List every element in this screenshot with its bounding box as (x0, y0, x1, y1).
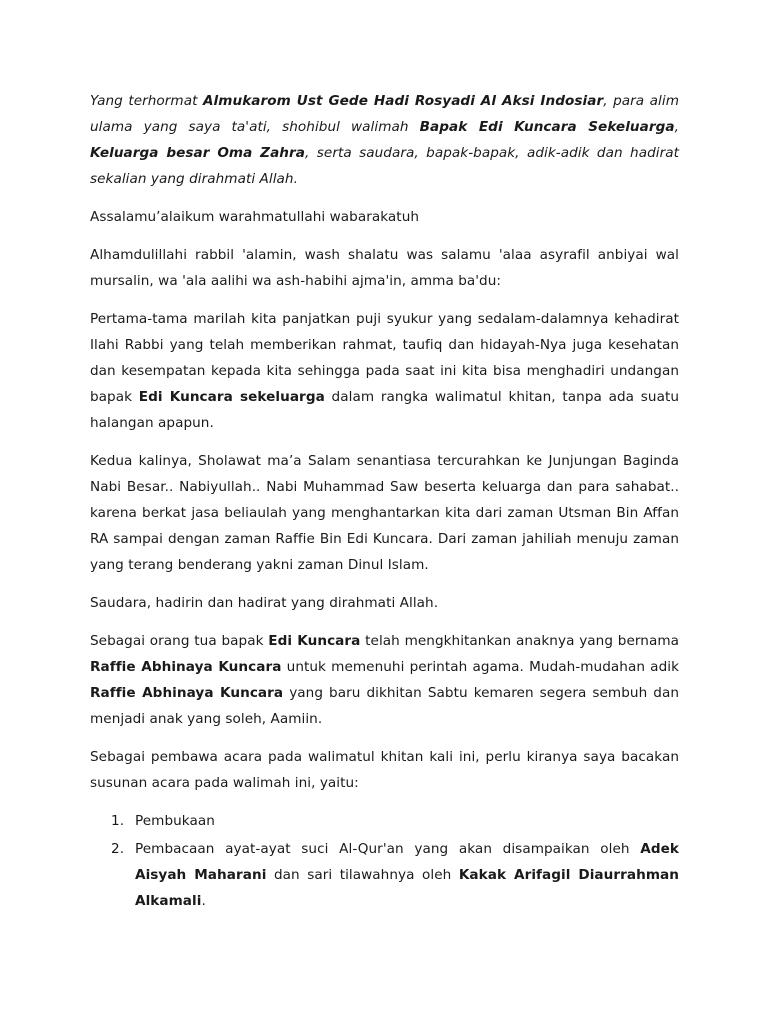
agenda-intro-paragraph: Sebagai pembawa acara pada walimatul khitan kali ini, perlu kiranya saya bacakan susunan acara pada walimah ini, yaitu: (90, 749, 679, 791)
list-number: 1. (111, 813, 125, 829)
bold-name: Edi Kuncara (268, 633, 361, 649)
sholawat-paragraph: Kedua kalinya, Sholawat ma’a Salam senantiasa tercurahkan ke Junjungan Baginda Nabi Besar.. Nabiyullah.. Nabi Muhammad Saw beserta keluarga dan para sahabat.. karena berkat jasa beliaulah yang menghantarkan kita dari zaman Utsman Bin Affan RA sampai dengan zaman Raffie Bin Edi Kuncara. Dari zaman jahiliah menuju zaman yang terang benderang yakni zaman Dinul Islam. (90, 453, 679, 573)
document-page (90, 88, 679, 916)
bold-name: Raffie Abhinaya Kuncara (90, 685, 284, 701)
bold-name: Bapak Edi Kuncara Sekeluarga (419, 119, 675, 135)
list-number: 2. (111, 841, 125, 857)
hamdalah-paragraph: Alhamdulillahi rabbil 'alamin, wash shalatu was salamu 'alaa asyrafil anbiyai wal mursalin, wa 'ala aalihi wa ash-habihi ajma'in, amma ba'du: (90, 247, 679, 289)
bold-name: Kakak Arifagil Diaurrahman Alkamali (135, 867, 679, 909)
bold-name: Keluarga besar Oma Zahra (90, 145, 306, 161)
khitan-paragraph: Sebagai orang tua bapak Edi Kuncara telah mengkhitankan anaknya yang bernama Raffie Abhinaya Kuncara untuk memenuhi perintah agama. Mudah-mudahan adik Raffie Abhinaya Kuncara yang baru dikhitan Sabtu kemaren segera sembuh dan menjadi anak yang soleh, Aamiin. (90, 633, 680, 727)
greeting-paragraph: Yang terhormat Almukarom Ust Gede Hadi Rosyadi Al Aksi Indosiar, para alim ulama yang saya ta'ati, shohibul walimah Bapak Edi Kuncara Sekeluarga, Keluarga besar Oma Zahra, serta saudara, bapak-bapak, adik-adik dan hadirat sekalian yang dirahmati Allah. (90, 93, 679, 187)
gratitude-paragraph: Pertama-tama marilah kita panjatkan puji syukur yang sedalam-dalamnya kehadirat Ilahi Rabbi yang telah memberikan rahmat, taufiq dan hidayah-Nya juga kesehatan dan kesempatan kepada kita sehingga pada saat ini kita bisa menghadiri undangan bapak Edi Kuncara sekeluarga dalam rangka walimatul khitan, tanpa ada suatu halangan apapun. (90, 311, 680, 431)
audience-paragraph: Saudara, hadirin dan hadirat yang dirahmati Allah. (90, 595, 439, 611)
bold-name: Raffie Abhinaya Kuncara (90, 659, 282, 675)
list-item: 1. Pembukaan (90, 808, 679, 834)
bold-name: Adek Aisyah Maharani (135, 841, 679, 883)
agenda-list (90, 808, 679, 914)
bold-name: Edi Kuncara sekeluarga (138, 389, 325, 405)
list-item: 2. Pembacaan ayat-ayat suci Al-Qur'an yang akan disampaikan oleh Adek Aisyah Maharani dan sari tilawahnya oleh Kakak Arifagil Diaurrahman Alkamali. (90, 836, 679, 914)
bold-name: Almukarom Ust Gede Hadi Rosyadi Al Aksi Indosiar (202, 93, 604, 109)
salam-paragraph: Assalamu’alaikum warahmatullahi wabarakatuh (90, 209, 420, 225)
